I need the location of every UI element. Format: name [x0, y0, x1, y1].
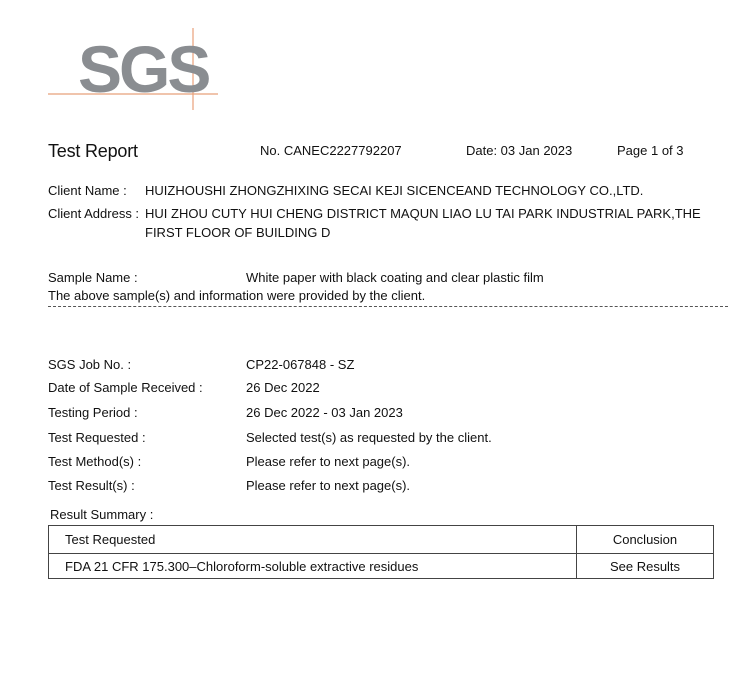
report-title: Test Report [48, 141, 138, 161]
client-address-line1: HUI ZHOU CUTY HUI CHENG DISTRICT MAQUN LIAO LU TAI PARK INDUSTRIAL PARK,THE [145, 206, 701, 221]
client-address-label: Client Address : [48, 206, 140, 221]
dashed-divider [48, 306, 728, 307]
detail-value-date-received: 26 Dec 2022 [246, 380, 320, 395]
sgs-logo [48, 28, 218, 110]
detail-value-test-methods: Please refer to next page(s). [246, 454, 411, 469]
table-header-row [49, 526, 714, 554]
sample-name-label: Sample Name : [48, 270, 138, 285]
sample-name-value: White paper with black coating and clear plastic film [246, 270, 544, 285]
report-date: Date: 03 Jan 2023 [466, 143, 573, 158]
row-conclusion: See Results [577, 554, 714, 579]
report-number: No. CANEC2227792207 [260, 143, 402, 158]
detail-label-testing-period: Testing Period : [48, 405, 138, 420]
page-indicator: Page 1 of 3 [617, 143, 684, 158]
result-summary-table [48, 525, 714, 579]
client-address-line2: FIRST FLOOR OF BUILDING D [145, 225, 331, 240]
col-conclusion: Conclusion [577, 526, 714, 554]
detail-value-test-results: Please refer to next page(s). [246, 478, 411, 493]
detail-label-date-received: Date of Sample Received : [48, 380, 203, 395]
result-summary-heading: Result Summary : [50, 507, 154, 522]
detail-label-job-no: SGS Job No. : [48, 357, 132, 372]
detail-value-testing-period: 26 Dec 2022 - 03 Jan 2023 [246, 405, 403, 420]
detail-label-test-requested: Test Requested : [48, 430, 146, 445]
detail-label-test-methods: Test Method(s) : [48, 454, 142, 469]
client-name-value: HUIZHOUSHI ZHONGZHIXING SECAI KEJI SICENCEAND TECHNOLOGY CO.,LTD. [145, 183, 644, 198]
client-name-label: Client Name : [48, 183, 127, 198]
detail-value-job-no: CP22-067848 - SZ [246, 357, 355, 372]
col-test-requested: Test Requested [49, 526, 577, 554]
table-row [49, 554, 714, 579]
detail-label-test-results: Test Result(s) : [48, 478, 135, 493]
row-test: FDA 21 CFR 175.300–Chloroform-soluble extractive residues [49, 554, 577, 579]
sample-note: The above sample(s) and information were provided by the client. [48, 288, 426, 303]
detail-value-test-requested: Selected test(s) as requested by the client. [246, 430, 492, 445]
logo-text: SGS [78, 32, 209, 106]
